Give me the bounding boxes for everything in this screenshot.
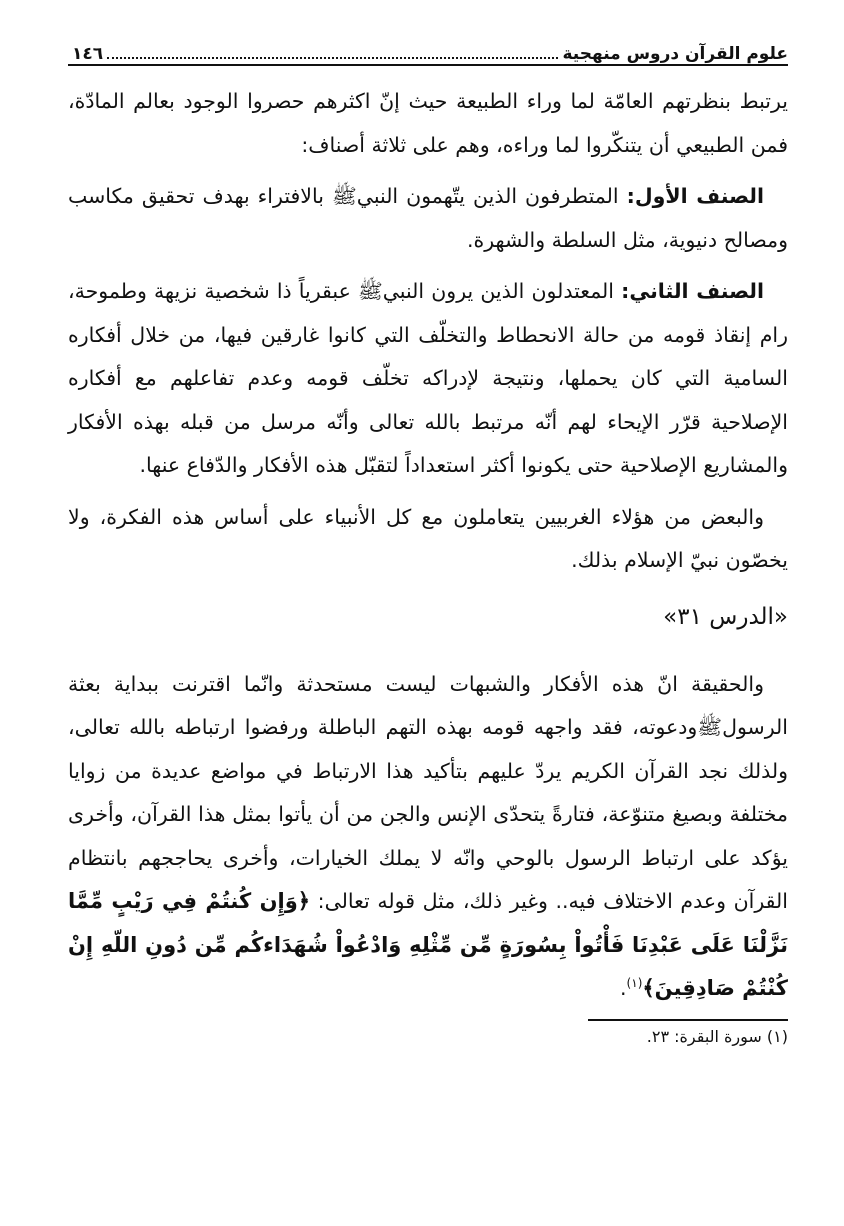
category-1-text: المتطرفون الذين يتّهمون النبيﷺ بالافتراء بهدف تحقيق مكاسب ومصالح دنيوية، مثل السلطة والشهرة.	[68, 184, 788, 252]
category-2-label: الصنف الثاني:	[621, 279, 765, 303]
footnote: (١) سورة البقرة: ٢٣.	[646, 1026, 788, 1046]
paragraph-5-text: والحقيقة انّ هذه الأفكار والشبهات ليست مستحدثة وانّما اقترنت ببداية بعثة الرسولﷺودعوته، فقد واجهه قومه بهذه التهم الباطلة ورفضوا ارتباطه بالله تعالى، ولذلك نجد القرآن الكريم يردّ عليهم بتأكيد هذا الارتباط في مواضع عديدة من زوايا مختلفة وبصيغ متنوّعة، فتارةً يتحدّى الإنس والجن من أن يأتوا بمثل هذا القرآن، وأخرى يؤكد على ارتباط الرسول بالوحي وانّه لا يملك الخيارات، وأخرى يحاججهم بانتظام القرآن وعدم الاختلاف فيه.. وغير ذلك، مثل قوله تعالى:	[68, 671, 788, 913]
document-page	[68, 28, 788, 1208]
paragraph-4	[68, 496, 788, 583]
paragraph-2	[68, 175, 788, 262]
paragraph-4-text: والبعض من هؤلاء الغربيين يتعاملون مع كل الأنبياء على أساس هذه الفكرة، ولا يخصّون نبيّ الإسلام بذلك.	[68, 504, 788, 572]
header-dot-leader	[107, 57, 558, 59]
footnote-separator	[588, 1019, 788, 1021]
paragraph-1	[68, 80, 788, 167]
paragraph-3	[68, 270, 788, 488]
category-2-text: المعتدلون الذين يرون النبيﷺ عبقرياً ذا شخصية نزيهة وطموحة، رام إنقاذ قومه من حالة الانحطاط والتخلّف التي كانوا غارقين فيها، من خلال أفكاره السامية التي كان يحملها، ونتيجة لإدراكه تخلّف قومه وعدم تفاعلهم مع أفكاره الإصلاحية قرّر الإيحاء لهم أنّه مرتبط بالله تعالى وأنّه مرسل من قبله بهذه الأفكار والمشاريع الإصلاحية حتى يكونوا أكثر استعداداً لتقبّل هذه الأفكار والدّفاع عنها.	[68, 279, 788, 477]
paragraph-5	[68, 663, 788, 1011]
quran-verse: ﴿وَإِن كُنتُمْ فِي رَيْبٍ مِّمَّا نَزَّلْنَا عَلَى عَبْدِنَا فَأْتُواْ بِسُورَةٍ مِّن مِّثْلِهِ وَادْعُواْ شُهَدَاءكُم مِّن دُونِ اللّهِ إِنْ كُنْتُمْ صَادِقِينَ﴾	[68, 889, 788, 1000]
footnote-reference: (١)	[626, 976, 643, 991]
running-header	[68, 28, 788, 66]
paragraph-1-text: يرتبط بنظرتهم العامّة لما وراء الطبيعة حيث إنّ اكثرهم حصروا الوجود بعالم المادّة، فمن الطبيعي أن يتنكّروا لما وراءه، وهم على ثلاثة أصناف:	[68, 89, 788, 157]
lesson-title: «الدرس ٣١»	[663, 603, 788, 630]
book-title: علوم القرآن دروس منهجية	[562, 44, 788, 64]
category-1-label: الصنف الأول:	[626, 184, 764, 208]
page-body	[68, 80, 788, 1011]
page-number: ١٤٦	[72, 44, 104, 64]
paragraph-5-end: .	[620, 976, 627, 1000]
